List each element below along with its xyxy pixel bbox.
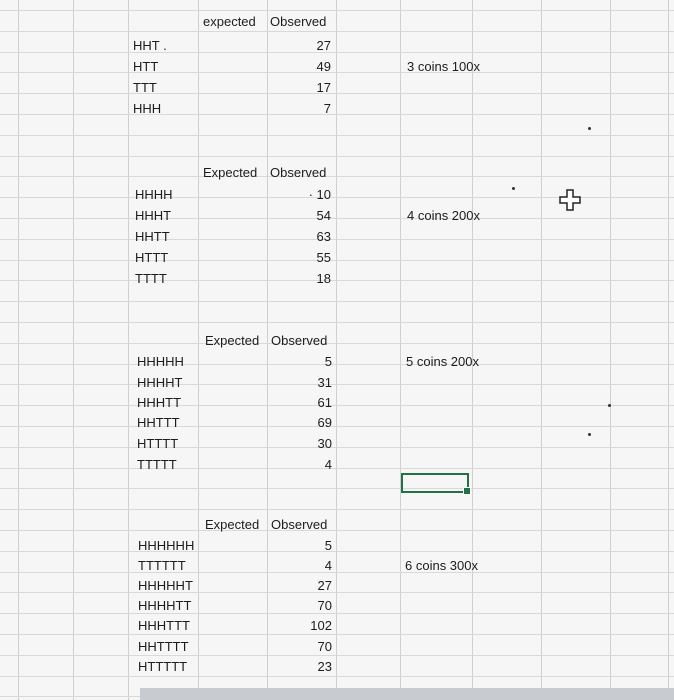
outcome-cell[interactable]: TTTT (135, 271, 167, 286)
label-cell[interactable]: 4 coins 200x (407, 208, 480, 223)
row-line (0, 530, 674, 531)
column-line (198, 0, 199, 700)
outcome-cell[interactable]: HHHHHH (138, 538, 195, 553)
row-line (0, 592, 674, 593)
column-line (128, 0, 129, 700)
speck (588, 127, 591, 130)
row-line (0, 676, 674, 677)
row-line (0, 343, 674, 344)
observed-cell[interactable]: 69 (317, 415, 332, 430)
outcome-cell[interactable]: HHHHH (137, 354, 184, 369)
observed-cell[interactable]: 61 (317, 395, 332, 410)
column-line (336, 0, 337, 700)
observed-cell[interactable]: 4 (324, 558, 332, 573)
outcome-cell[interactable]: HTTT (135, 250, 169, 265)
observed-cell[interactable]: 17 (316, 80, 331, 95)
row-line (0, 176, 674, 177)
observed-cell[interactable]: 55 (316, 250, 331, 265)
outcome-cell[interactable]: HHT . (133, 38, 167, 53)
outcome-cell[interactable]: HHHTT (137, 395, 182, 410)
observed-cell[interactable]: 27 (316, 38, 331, 53)
observed-cell[interactable]: · 10 (308, 187, 331, 202)
outcome-cell[interactable]: HHHHHT (138, 578, 193, 593)
outcome-cell[interactable]: HHHHT (137, 375, 183, 390)
speck (608, 404, 611, 407)
column-line (267, 0, 268, 700)
column-line (472, 0, 473, 700)
outcome-cell[interactable]: HTTTT (137, 436, 179, 451)
row-line (0, 447, 674, 448)
outcome-cell[interactable]: HHHT (135, 208, 172, 223)
row-line (0, 551, 674, 552)
row-line (0, 488, 674, 489)
row-line (0, 301, 674, 302)
row-line (0, 384, 674, 385)
observed-cell[interactable]: 5 (324, 354, 332, 369)
header-observed[interactable]: Observed (271, 333, 328, 348)
active-cell-selection[interactable] (401, 473, 469, 493)
header-expected[interactable]: expected (203, 14, 256, 29)
outcome-cell[interactable]: TTTTT (137, 457, 177, 472)
row-line (0, 322, 674, 323)
speck (588, 433, 591, 436)
row-line (0, 468, 674, 469)
row-line (0, 135, 674, 136)
row-line (0, 31, 674, 32)
row-line (0, 10, 674, 11)
outcome-cell[interactable]: HHTT (135, 229, 170, 244)
row-line (0, 613, 674, 614)
fill-handle[interactable] (463, 487, 471, 495)
row-line (0, 52, 674, 53)
row-line (0, 364, 674, 365)
row-line (0, 93, 674, 94)
observed-cell[interactable]: 18 (316, 271, 331, 286)
speck (512, 187, 515, 190)
row-line (0, 114, 674, 115)
column-line (610, 0, 611, 700)
column-line (668, 0, 669, 700)
horizontal-scrollbar[interactable] (140, 688, 674, 700)
label-cell[interactable]: 3 coins 100x (407, 59, 480, 74)
label-cell[interactable]: 6 coins 300x (405, 558, 478, 573)
observed-cell[interactable]: 63 (316, 229, 331, 244)
outcome-cell[interactable]: HTTTTT (138, 659, 188, 674)
label-cell[interactable]: 5 coins 200x (406, 354, 479, 369)
row-line (0, 239, 674, 240)
row-line (0, 218, 674, 219)
observed-cell[interactable]: 31 (317, 375, 332, 390)
observed-cell[interactable]: 30 (317, 436, 332, 451)
observed-cell[interactable]: 70 (317, 598, 332, 613)
outcome-cell[interactable]: HHTTT (137, 415, 180, 430)
observed-cell[interactable]: 27 (317, 578, 332, 593)
header-observed[interactable]: Observed (271, 517, 328, 532)
header-observed[interactable]: Observed (270, 165, 327, 180)
column-line (400, 0, 401, 700)
observed-cell[interactable]: 23 (317, 659, 332, 674)
observed-cell[interactable]: 54 (316, 208, 331, 223)
outcome-cell[interactable]: TTT (133, 80, 157, 95)
observed-cell[interactable]: 5 (324, 538, 332, 553)
observed-cell[interactable]: 7 (323, 101, 331, 116)
column-line (541, 0, 542, 700)
row-line (0, 572, 674, 573)
row-line (0, 405, 674, 406)
row-line (0, 280, 674, 281)
header-observed[interactable]: Observed (270, 14, 327, 29)
outcome-cell[interactable]: HHHTTT (138, 618, 190, 633)
outcome-cell[interactable]: TTTTTT (138, 558, 186, 573)
observed-cell[interactable]: 70 (317, 639, 332, 654)
outcome-cell[interactable]: HTT (133, 59, 159, 74)
column-line (18, 0, 19, 700)
header-expected[interactable]: Expected (203, 165, 258, 180)
outcome-cell[interactable]: HHH (133, 101, 162, 116)
observed-cell[interactable]: 49 (316, 59, 331, 74)
row-line (0, 634, 674, 635)
column-line (73, 0, 74, 700)
row-line (0, 260, 674, 261)
outcome-cell[interactable]: HHHHTT (138, 598, 192, 613)
outcome-cell[interactable]: HHHH (135, 187, 173, 202)
observed-cell[interactable]: 102 (310, 618, 332, 633)
row-line (0, 156, 674, 157)
row-line (0, 72, 674, 73)
header-expected[interactable]: Expected (205, 517, 260, 532)
row-line (0, 655, 674, 656)
row-line (0, 509, 674, 510)
outcome-cell[interactable]: HHTTTT (138, 639, 189, 654)
observed-cell[interactable]: 4 (324, 457, 332, 472)
cross-cursor-icon (558, 188, 582, 212)
row-line (0, 426, 674, 427)
header-expected[interactable]: Expected (205, 333, 260, 348)
